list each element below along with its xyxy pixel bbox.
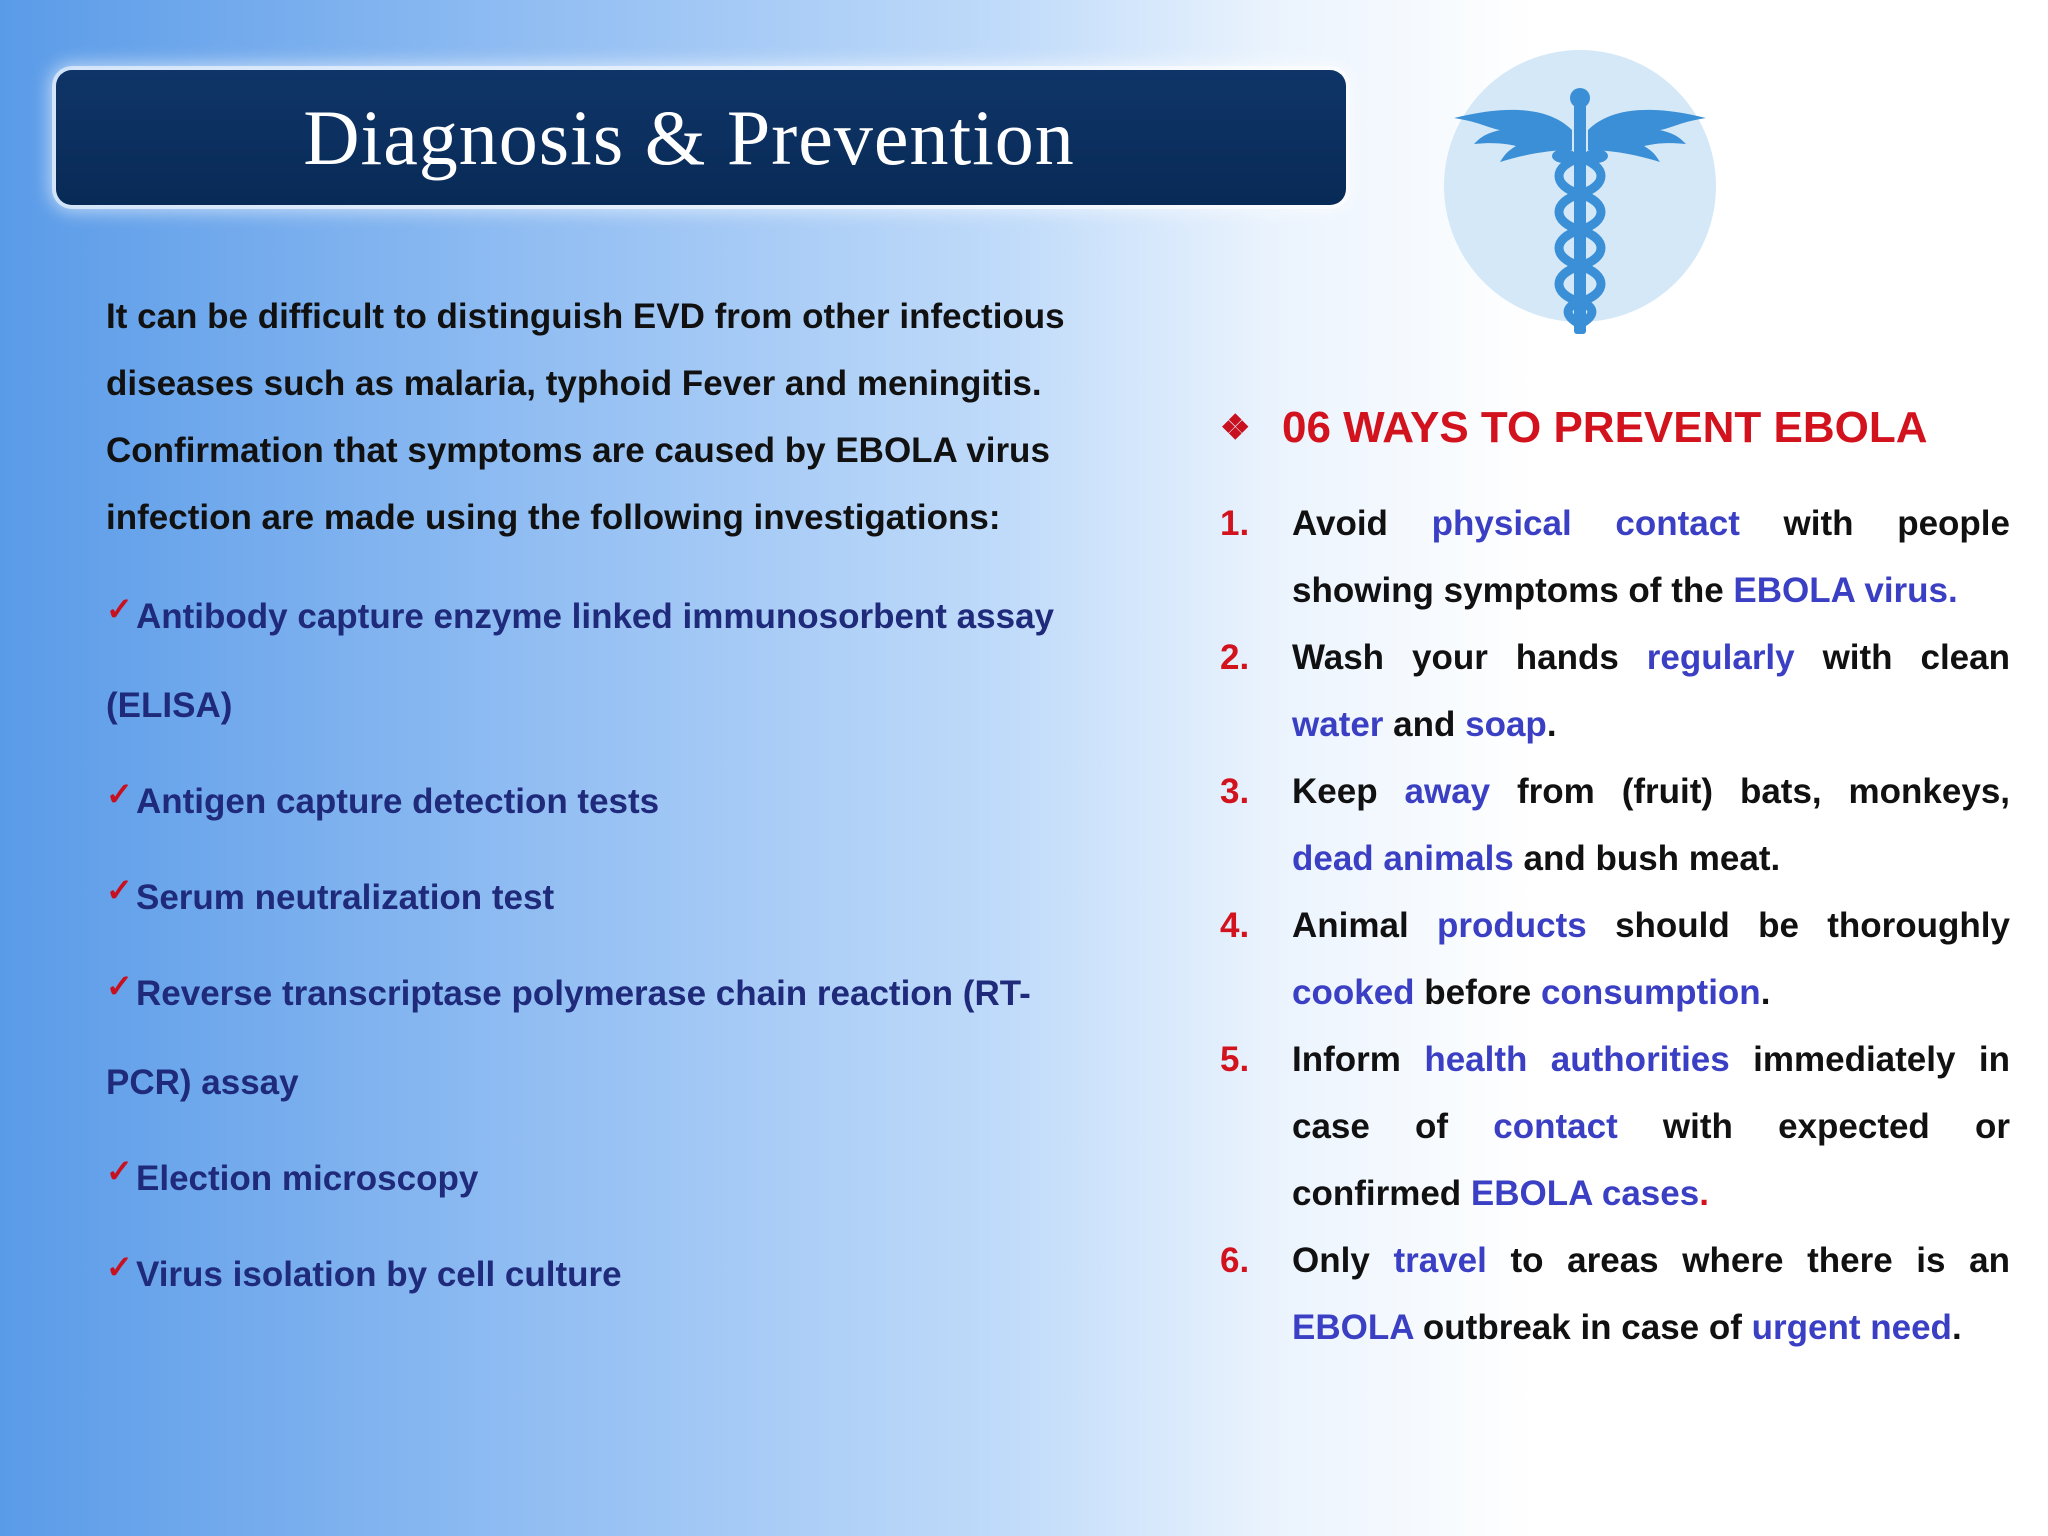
list-item: ✓Virus isolation by cell culture	[106, 1223, 1066, 1319]
check-icon: ✓	[106, 591, 133, 627]
item-text: Inform health authorities immediately in case of contact with expected or confirmed EBOLA cases.	[1292, 1040, 2010, 1213]
list-item: ✓Antigen capture detection tests	[106, 750, 1066, 846]
list-item: ✓Serum neutralization test	[106, 846, 1066, 942]
prevention-item	[1220, 892, 2010, 1026]
item-text: Wash your hands regularly with clean water and soap.	[1292, 638, 2010, 744]
prevention-item	[1220, 490, 2010, 624]
test-list	[106, 565, 1066, 1319]
prevention-item	[1220, 1227, 2010, 1361]
prevention-section	[1220, 388, 2010, 1361]
title-banner	[56, 70, 1346, 205]
prevention-heading	[1220, 388, 2010, 468]
prevention-item	[1220, 624, 2010, 758]
item-text: Animal products should be thoroughly cooked before consumption.	[1292, 906, 2010, 1012]
item-number: 3.	[1220, 772, 1250, 811]
list-item: ✓Reverse transcriptase polymerase chain reaction (RT-PCR) assay	[106, 942, 1066, 1127]
check-icon: ✓	[106, 872, 133, 908]
prevention-item	[1220, 1026, 2010, 1227]
check-icon: ✓	[106, 776, 133, 812]
item-number: 1.	[1220, 504, 1250, 543]
prevention-item	[1220, 758, 2010, 892]
item-text: Keep away from (fruit) bats, monkeys, dead animals and bush meat.	[1292, 772, 2011, 878]
diagnosis-section	[106, 283, 1066, 1319]
prevention-heading-text: 06 WAYS TO PREVENT EBOLA	[1282, 403, 1928, 452]
item-number: 5.	[1220, 1040, 1250, 1079]
check-icon: ✓	[106, 968, 133, 1004]
item-number: 6.	[1220, 1241, 1250, 1280]
item-text: Only travel to areas where there is an EBOLA outbreak in case of urgent need.	[1292, 1241, 2010, 1347]
page-title: Diagnosis & Prevention	[303, 93, 1075, 181]
list-item: ✓Antibody capture enzyme linked immunosorbent assay (ELISA)	[106, 565, 1066, 750]
list-item: ✓Election microscopy	[106, 1127, 1066, 1223]
diamond-bullet-icon: ❖	[1220, 409, 1251, 447]
item-number: 4.	[1220, 906, 1250, 945]
diagnosis-intro: It can be difficult to distinguish EVD from other infectious diseases such as malaria, typhoid Fever and meningitis. Confirmation that symptoms are caused by EBOLA virus infection are made using the following investigations:	[106, 297, 1065, 537]
check-icon: ✓	[106, 1249, 133, 1285]
item-text: Avoid physical contact with people showing symptoms of the EBOLA virus.	[1292, 504, 2010, 610]
prevention-list	[1220, 490, 2010, 1361]
item-number: 2.	[1220, 638, 1250, 677]
caduceus-icon	[1440, 38, 1720, 338]
check-icon: ✓	[106, 1153, 133, 1189]
